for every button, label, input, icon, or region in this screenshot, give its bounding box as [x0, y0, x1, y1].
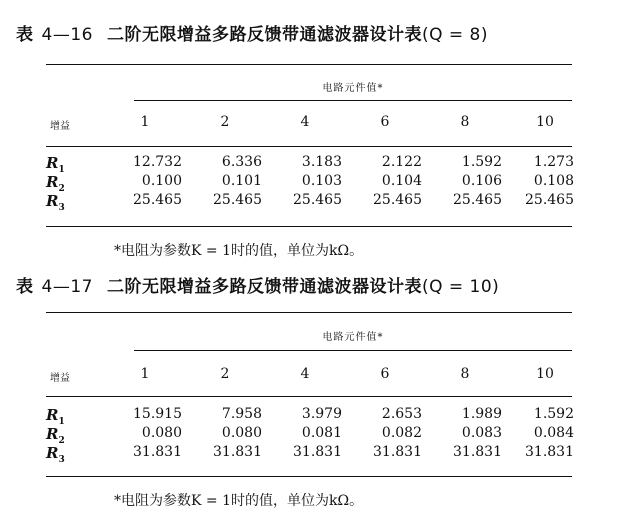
table-row	[0, 154, 628, 175]
gain-cell: 6	[380, 366, 390, 382]
cell: 25.465	[525, 192, 574, 208]
cell: 31.831	[293, 444, 342, 460]
cell: 0.106	[461, 173, 502, 189]
gain-cell: 1	[140, 114, 150, 130]
row-label: $R_1$	[46, 154, 65, 175]
table-caption	[16, 272, 499, 297]
cell: 1.989	[461, 406, 502, 422]
cell: 0.081	[301, 425, 342, 441]
table-row	[0, 173, 628, 194]
cell: 3.979	[301, 406, 342, 422]
cell: 25.465	[133, 192, 182, 208]
group-rule	[134, 350, 572, 351]
gain-cell: 4	[300, 114, 310, 130]
cell: 31.831	[133, 444, 182, 460]
header-row	[0, 114, 628, 132]
gain-cell: 8	[460, 114, 470, 130]
group-header: 电路元件值*	[322, 83, 384, 94]
gain-cell: 1	[140, 366, 150, 382]
bottom-rule	[46, 226, 572, 227]
cell: 0.100	[141, 173, 182, 189]
row-label: $R_2$	[46, 173, 65, 194]
cell: 31.831	[525, 444, 574, 460]
cell: 0.080	[221, 425, 262, 441]
cell: 25.465	[293, 192, 342, 208]
header-rule	[46, 146, 572, 147]
table-row	[0, 425, 628, 446]
gain-cell: 2	[220, 366, 230, 382]
cell: 2.653	[381, 406, 422, 422]
cell: 0.083	[461, 425, 502, 441]
cell: 0.104	[381, 173, 422, 189]
cell: 25.465	[373, 192, 422, 208]
caption-prefix: 表	[16, 25, 34, 45]
gain-label: 增益	[50, 121, 70, 132]
cell: 0.101	[221, 173, 262, 189]
footnote: *电阻为参数K = 1时的值，单位为kΩ。	[114, 243, 364, 259]
caption-number: 4—17	[41, 277, 93, 297]
cell: 25.465	[213, 192, 262, 208]
caption-title: 二阶无限增益多路反馈带通滤波器设计表	[106, 25, 422, 45]
row-label: $R_1$	[46, 406, 65, 427]
gain-cell: 10	[536, 366, 554, 382]
cell: 3.183	[301, 154, 342, 170]
group-header: 电路元件值*	[322, 332, 384, 343]
cell: 0.108	[533, 173, 574, 189]
gain-label: 增益	[50, 373, 70, 384]
gain-cell: 2	[220, 114, 230, 130]
row-label: $R_3$	[46, 192, 65, 213]
footnote: *电阻为参数K = 1时的值，单位为kΩ。	[114, 493, 364, 509]
cell: 7.958	[221, 406, 262, 422]
bottom-rule	[46, 476, 572, 477]
caption-number: 4—16	[41, 25, 93, 45]
row-label: $R_2$	[46, 425, 65, 446]
top-rule	[46, 312, 572, 313]
cell: 31.831	[453, 444, 502, 460]
cell: 0.103	[301, 173, 342, 189]
cell: 6.336	[221, 154, 262, 170]
caption-q: (Q = 8)	[421, 25, 488, 45]
gain-cell: 6	[380, 114, 390, 130]
table-row	[0, 192, 628, 213]
group-rule	[134, 100, 572, 101]
cell: 25.465	[453, 192, 502, 208]
cell: 1.592	[533, 406, 574, 422]
cell: 12.732	[133, 154, 182, 170]
cell: 15.915	[133, 406, 182, 422]
row-label: $R_3$	[46, 444, 65, 465]
cell: 2.122	[381, 154, 422, 170]
table-row	[0, 444, 628, 465]
cell: 0.080	[141, 425, 182, 441]
gain-cell: 8	[460, 366, 470, 382]
table-row	[0, 406, 628, 427]
gain-cell: 10	[536, 114, 554, 130]
cell: 1.592	[461, 154, 502, 170]
caption-q: (Q = 10)	[421, 277, 500, 297]
top-rule	[46, 64, 572, 65]
caption-prefix: 表	[16, 277, 34, 297]
table-caption	[16, 20, 488, 45]
cell: 1.273	[533, 154, 574, 170]
gain-cell: 4	[300, 366, 310, 382]
caption-title: 二阶无限增益多路反馈带通滤波器设计表	[106, 277, 422, 297]
cell: 0.082	[381, 425, 422, 441]
cell: 0.084	[533, 425, 574, 441]
cell: 31.831	[373, 444, 422, 460]
header-rule	[46, 396, 572, 397]
header-row	[0, 366, 628, 384]
cell: 31.831	[213, 444, 262, 460]
